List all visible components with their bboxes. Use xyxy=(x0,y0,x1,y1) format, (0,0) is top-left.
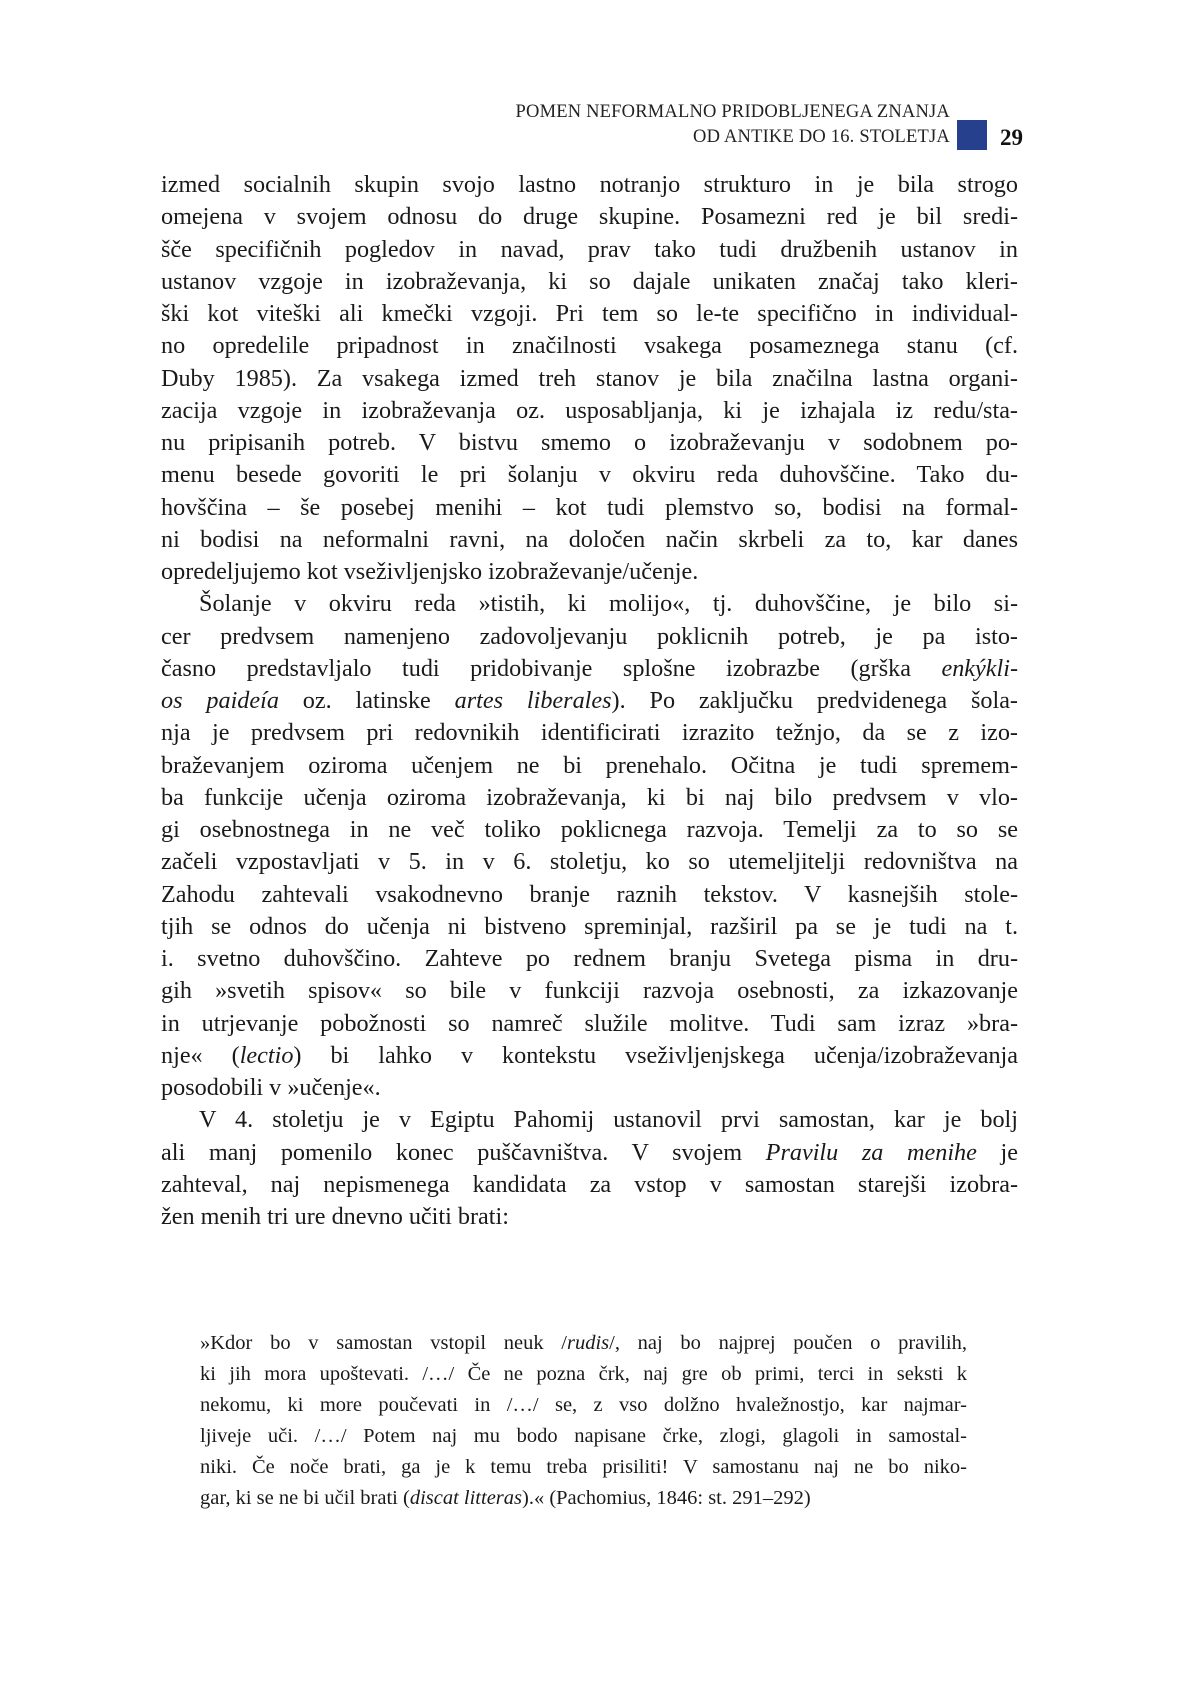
paragraph xyxy=(161,1104,1018,1233)
italic-term: enkýkli- xyxy=(941,654,1018,682)
italic-term: rudis xyxy=(567,1332,610,1354)
quote-line: »Kdor bo v samostan vstopil neuk /rudis/, naj bo najprej poučen o pravilih, xyxy=(200,1332,967,1354)
quote-line: gar, ki se ne bi učil brati (discat litteras).« (Pachomius, 1846: st. 291–292) xyxy=(200,1487,811,1509)
block-quote xyxy=(200,1328,967,1514)
text-line: no opredelile pripadnost in značilnosti vsakega posameznega stanu (cf. xyxy=(161,332,1018,360)
text-line: hovščina – še posebej menihi – kot tudi plemstvo so, bodisi na formal- xyxy=(161,493,1018,521)
text-line: nje« (lectio) bi lahko v kontekstu vseživljenjskega učenja/izobraževanja xyxy=(161,1041,1019,1069)
italic-term: Pravilu za menihe xyxy=(765,1138,977,1166)
quote-line: ljiveje uči. /…/ Potem naj mu bodo napisane črke, zlogi, glagoli in samostal- xyxy=(200,1425,967,1447)
page-number: 29 xyxy=(1000,125,1023,150)
text-line: i. svetno duhovščino. Zahteve po rednem branju Svetega pisma in dru- xyxy=(161,945,1018,972)
text-line: ba funkcije učenja oziroma izobraževanja, ki bi naj bilo predvsem v vlo- xyxy=(161,783,1018,811)
text-line: ni bodisi na neformalni ravni, na določen način skrbeli za to, kar danes xyxy=(161,525,1018,553)
paragraph xyxy=(161,588,1018,1104)
text-line: Duby 1985). Za vsakega izmed treh stanov je bila značilna lastna organi- xyxy=(161,364,1018,392)
text-line: Zahodu zahtevali vsakodnevno branje raznih tekstov. V kasnejših stole- xyxy=(161,880,1018,908)
text-line: omejena v svojem odnosu do druge skupine. Posamezni red je bil sredi- xyxy=(161,203,1018,231)
text-line: ali manj pomenilo konec puščavništva. V svojem Pravilu za menihe je xyxy=(161,1138,1018,1166)
text-line: šče specifičnih pogledov in navad, prav tako tudi družbenih ustanov in xyxy=(161,235,1018,263)
text-line: menu besede govoriti le pri šolanju v okviru reda duhovščine. Tako du- xyxy=(161,461,1018,489)
text-line: posodobili v »učenje«. xyxy=(161,1074,381,1101)
running-head xyxy=(516,100,950,150)
text-line: tjih se odnos do učenja ni bistveno spreminjal, razširil pa se je tudi na t. xyxy=(161,912,1018,940)
text-line: gih »svetih spisov« so bile v funkciji razvoja osebnosti, za izkazovanje xyxy=(161,977,1018,1005)
text-line: os paideía oz. latinske artes liberales). Po zaključku predvidenega šola- xyxy=(161,687,1018,714)
text-line: časno predstavljalo tudi pridobivanje splošne izobrazbe (grška enkýkli- xyxy=(161,654,1018,682)
running-head-line-2: OD ANTIKE DO 16. STOLETJA xyxy=(693,127,950,147)
italic-term: discat litteras xyxy=(409,1487,522,1509)
text-line: V 4. stoletju je v Egiptu Pahomij ustanovil prvi samostan, kar je bolj xyxy=(199,1106,1018,1134)
text-line: ški kot viteški ali kmečki vzgoji. Pri tem so le-te specifično in individual- xyxy=(161,300,1018,327)
italic-term: artes liberales xyxy=(454,687,612,714)
paragraph xyxy=(161,169,1018,588)
text-line: cer predvsem namenjeno zadovoljevanju poklicnih potreb, je pa isto- xyxy=(161,622,1018,650)
text-line: začeli vzpostavljati v 5. in v 6. stoletju, ko so utemeljitelji redovništva na xyxy=(161,848,1018,876)
body-text xyxy=(161,169,1018,1233)
text-line: žen menih tri ure dnevno učiti brati: xyxy=(161,1203,509,1230)
quote-line: ki jih mora upoštevati. /…/ Če ne pozna črk, naj gre ob primi, terci in seksti k xyxy=(200,1363,967,1385)
running-head-line-1: POMEN NEFORMALNO PRIDOBLJENEGA ZNANJA xyxy=(515,102,950,122)
text-line: zahteval, naj nepismenega kandidata za vstop v samostan starejši izobra- xyxy=(161,1170,1018,1198)
chapter-marker-square xyxy=(957,120,987,150)
text-line: izmed socialnih skupin svojo lastno notranjo strukturo in je bila strogo xyxy=(161,171,1018,198)
text-line: gi osebnostnega in ne več toliko poklicnega razvoja. Temelji za to so se xyxy=(161,816,1018,843)
quote-line: niki. Če noče brati, ga je k temu treba prisiliti! V samostanu naj ne bo niko- xyxy=(200,1456,967,1478)
italic-term: lectio xyxy=(239,1041,294,1069)
text-line: ustanov vzgoje in izobraževanja, ki so dajale unikaten značaj tako kleri- xyxy=(161,267,1018,295)
text-line: nja je predvsem pri redovnikih identificirati izrazito težnjo, da se z izo- xyxy=(161,719,1018,747)
text-line: opredeljujemo kot vseživljenjsko izobraževanje/učenje. xyxy=(161,558,699,585)
text-line: zacija vzgoje in izobraževanja oz. usposabljanja, ki je izhajala iz redu/sta- xyxy=(161,396,1018,424)
text-line: Šolanje v okviru reda »tistih, ki molijo«, tj. duhovščine, je bilo si- xyxy=(199,590,1018,618)
text-line: in utrjevanje pobožnosti so namreč služile molitve. Tudi sam izraz »bra- xyxy=(161,1009,1018,1037)
italic-term: os paideía xyxy=(161,687,279,714)
text-line: nu pripisanih potreb. V bistvu smemo o izobraževanju v sodobnem po- xyxy=(161,429,1018,456)
quote-line: nekomu, ki more poučevati in /…/ se, z vso dolžno hvaležnostjo, kar najmar- xyxy=(200,1394,967,1416)
text-line: braževanjem oziroma učenjem ne bi prenehalo. Očitna je tudi spremem- xyxy=(161,751,1018,779)
